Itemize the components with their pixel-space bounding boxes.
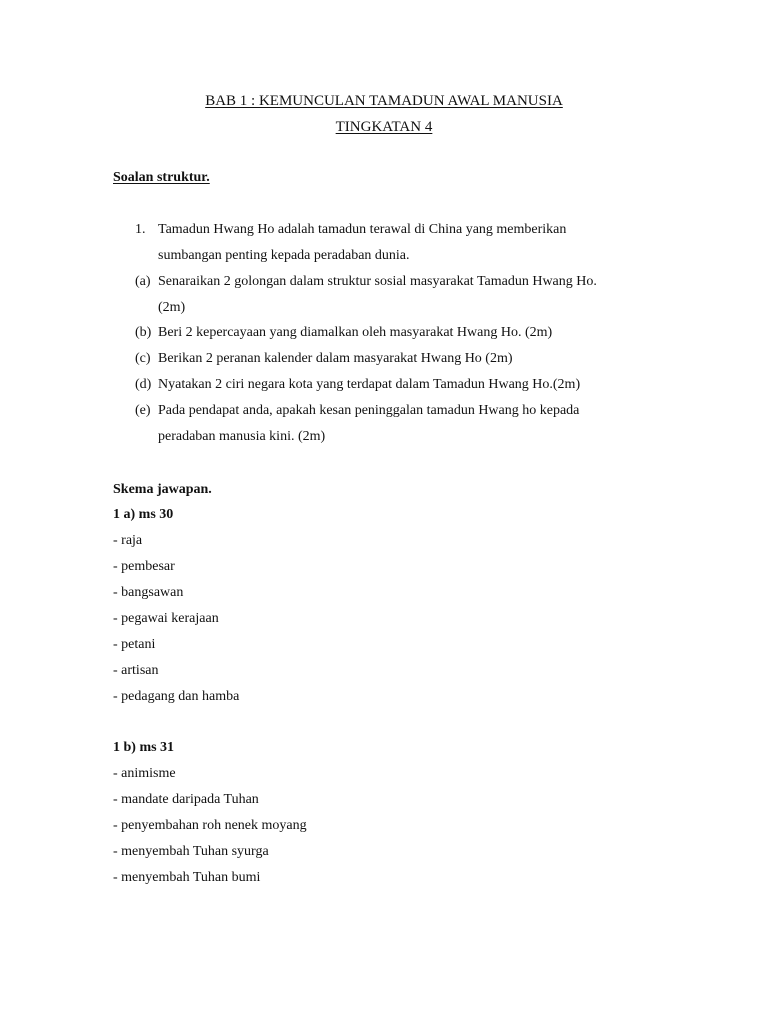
- question-text-line1: Tamadun Hwang Ho adalah tamadun terawal di China yang memberikan: [158, 222, 567, 237]
- part-d-text: Nyatakan 2 ciri negara kota yang terdapat dalam Tamadun Hwang Ho.(2m): [158, 377, 581, 392]
- section-heading: Soalan struktur.: [113, 170, 210, 185]
- answer-1a-item: - petani: [113, 637, 156, 652]
- answer-1b-item: - mandate daripada Tuhan: [113, 792, 259, 807]
- part-c-label: (c): [135, 351, 151, 366]
- part-c-text: Berikan 2 peranan kalender dalam masyarakat Hwang Ho (2m): [158, 351, 513, 366]
- part-a-text-line1: Senaraikan 2 golongan dalam struktur sosial masyarakat Tamadun Hwang Ho.: [158, 274, 597, 289]
- answer-1b-item: - animisme: [113, 766, 176, 781]
- answer-1b-heading: 1 b) ms 31: [113, 740, 175, 755]
- part-e-text-line1: Pada pendapat anda, apakah kesan peninggalan tamadun Hwang ho kepada: [158, 403, 580, 418]
- answer-1b-item: - menyembah Tuhan syurga: [113, 844, 269, 859]
- answer-1a-item: - pegawai kerajaan: [113, 611, 219, 626]
- part-e-text-line2: peradaban manusia kini. (2m): [158, 429, 326, 444]
- answer-1b-item: - menyembah Tuhan bumi: [113, 870, 261, 885]
- question-number: 1.: [135, 222, 146, 237]
- answer-1b-item: - penyembahan roh nenek moyang: [113, 818, 307, 833]
- answer-1a-item: - raja: [113, 533, 143, 548]
- part-a-label: (a): [135, 274, 151, 289]
- answer-heading: Skema jawapan.: [113, 482, 212, 497]
- part-e-label: (e): [135, 403, 151, 418]
- answer-1a-heading: 1 a) ms 30: [113, 507, 174, 522]
- answer-1a-item: - pembesar: [113, 559, 175, 574]
- question-text-line2: sumbangan penting kepada peradaban dunia.: [158, 248, 410, 263]
- answer-1a-item: - artisan: [113, 663, 159, 678]
- answer-1a-item: - bangsawan: [113, 585, 184, 600]
- part-a-text-line2: (2m): [158, 300, 186, 315]
- answer-1a-item: - pedagang dan hamba: [113, 689, 240, 704]
- document-subtitle: TINGKATAN 4: [335, 119, 433, 135]
- part-b-label: (b): [135, 325, 152, 340]
- document-title: BAB 1 : KEMUNCULAN TAMADUN AWAL MANUSIA: [205, 93, 563, 109]
- part-b-text: Beri 2 kepercayaan yang diamalkan oleh masyarakat Hwang Ho. (2m): [158, 325, 553, 340]
- part-d-label: (d): [135, 377, 152, 392]
